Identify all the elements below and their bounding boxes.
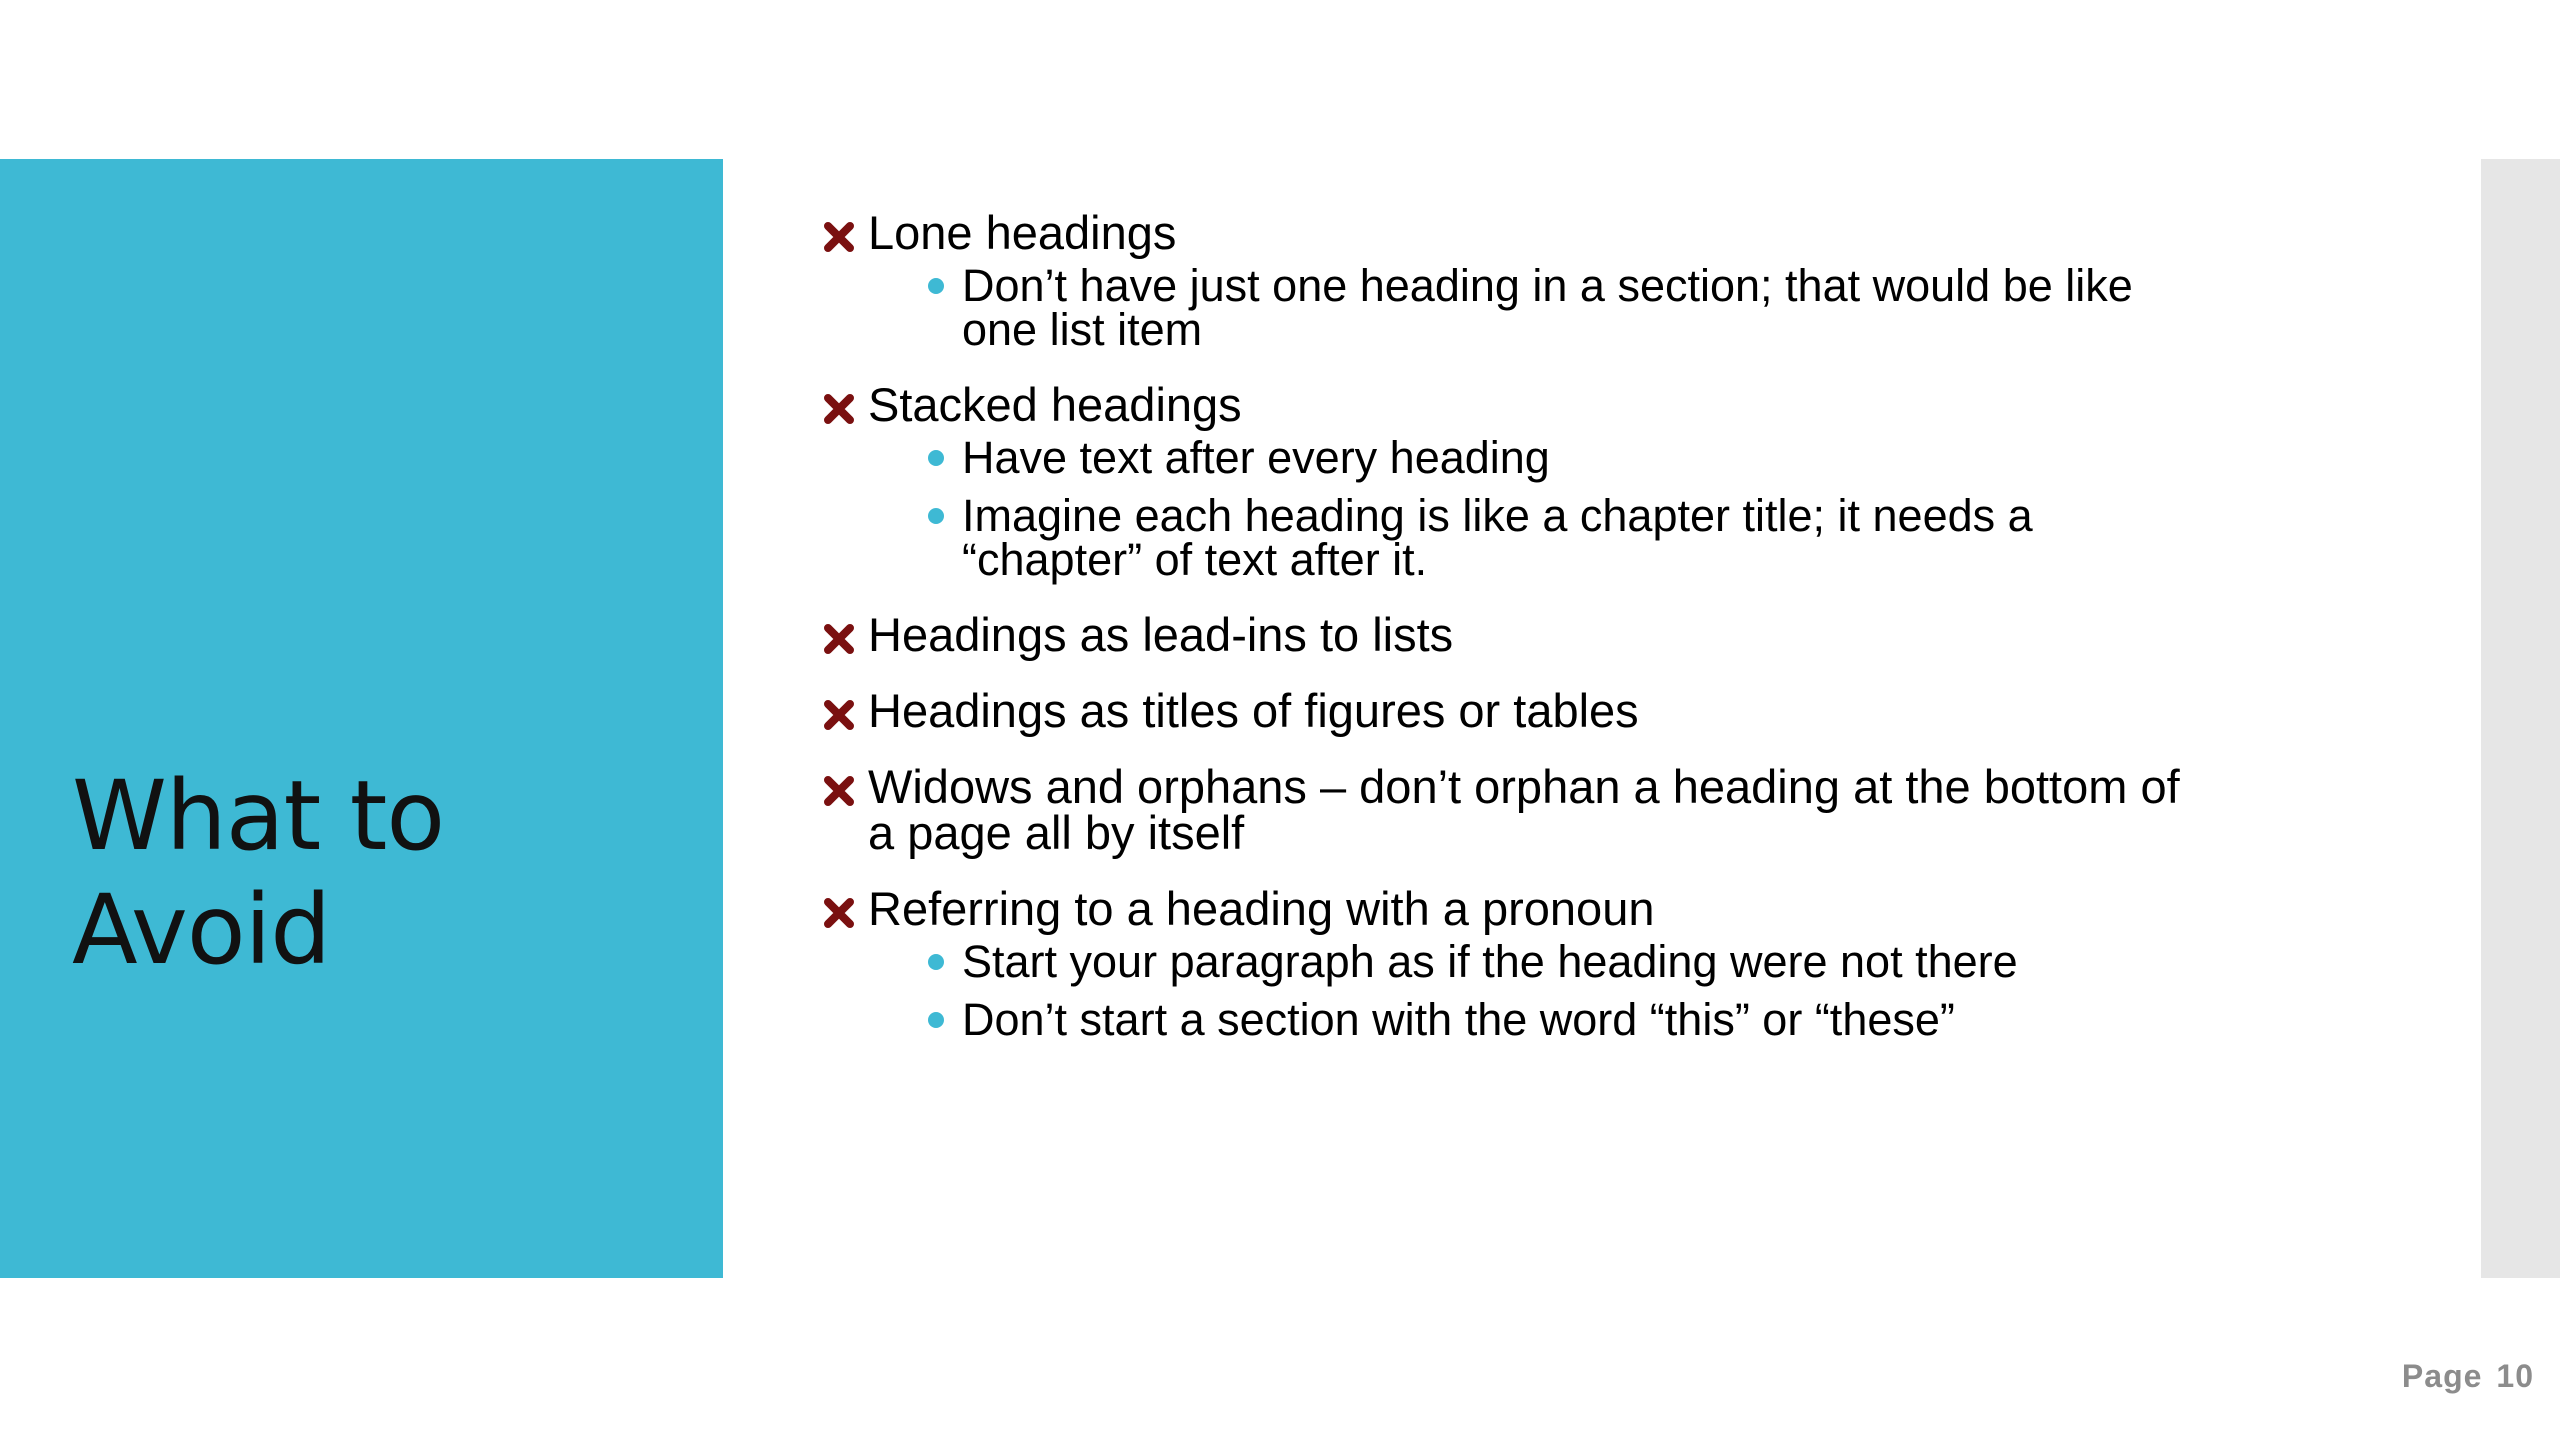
sub-list [868,432,2180,585]
x-mark-icon [822,698,856,732]
sub-list [868,260,2180,355]
bullet-dot-icon [928,278,944,294]
list-item-text: Widows and orphans – don’t orphan a heading at the bottom of a page all by itself [868,760,2180,859]
sub-list-item-text: Have text after every heading [962,432,1550,483]
slide-title [72,759,692,987]
page-label: Page [2401,1358,2483,1394]
list-item-text: Lone headings [868,206,1177,259]
list-item-figure-titles [820,684,2180,737]
list-item-stacked-headings [820,378,2180,585]
sub-list-item-text: Don’t have just one heading in a section; that would be like one list item [962,260,2133,355]
x-mark-icon [822,896,856,930]
x-mark-icon [822,220,856,254]
sub-list-item [962,490,2180,585]
list-item-lone-headings [820,206,2180,355]
page-number-value: 10 [2496,1358,2534,1394]
list-item-lead-ins [820,608,2180,661]
slide-title-line1: What to [72,760,445,872]
x-mark-icon [822,622,856,656]
sub-list-item-text: Start your paragraph as if the heading were not there [962,936,2018,987]
list-item-text: Headings as titles of figures or tables [868,684,1639,737]
bullet-list [820,206,2180,1072]
sub-list [868,936,2180,1045]
sub-list-item [962,994,2180,1045]
x-mark-icon [822,392,856,426]
page-number [2402,1358,2534,1395]
list-item-widows-orphans [820,760,2180,859]
list-item-text: Referring to a heading with a pronoun [868,882,1655,935]
right-side-strip [2481,159,2560,1278]
sub-list-item [962,936,2180,987]
list-item-text: Stacked headings [868,378,1242,431]
sub-list-item-text: Imagine each heading is like a chapter title; it needs a “chapter” of text after it. [962,490,2033,585]
bullet-dot-icon [928,450,944,466]
list-item-text: Headings as lead-ins to lists [868,608,1454,661]
slide-title-line2: Avoid [72,874,331,986]
bullet-dot-icon [928,954,944,970]
bullet-dot-icon [928,508,944,524]
sub-list-item [962,432,2180,483]
list-item-pronoun [820,882,2180,1045]
sub-list-item-text: Don’t start a section with the word “this” or “these” [962,994,1955,1045]
x-mark-icon [822,774,856,808]
sub-list-item [962,260,2180,355]
title-panel [0,159,723,1278]
bullet-dot-icon [928,1012,944,1028]
